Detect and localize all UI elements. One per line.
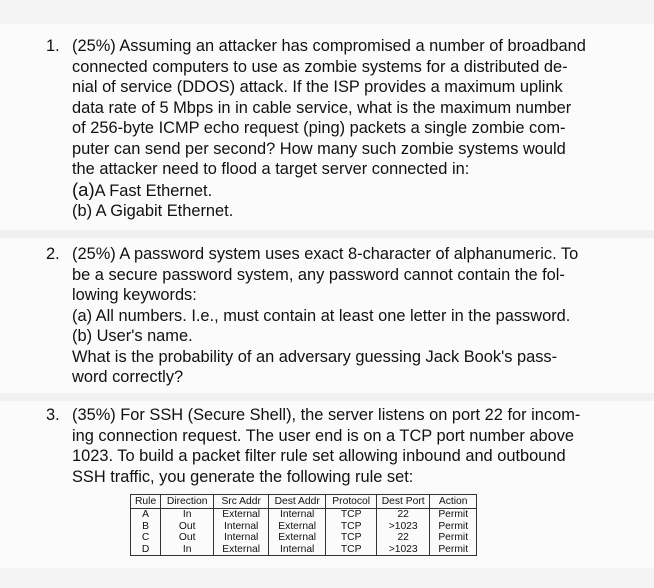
table-cell: In	[161, 544, 214, 556]
table-header-row	[131, 495, 477, 509]
question-number: 1.	[46, 37, 60, 55]
table-cell: 22	[377, 509, 430, 521]
table-cell: External	[269, 532, 326, 544]
question-line: SSH traffic, you generate the following rule set:	[72, 467, 414, 486]
table-cell: B	[131, 521, 161, 533]
table-cell: TCP	[326, 532, 377, 544]
option-a-text: A Fast Ethernet.	[94, 181, 213, 200]
table-cell: 22	[377, 532, 430, 544]
question-line: of 256-byte ICMP echo request (ping) packets a single zombie com-	[72, 119, 566, 137]
question-line: ing connection request. The user end is on a TCP port number above	[72, 426, 575, 445]
question-body	[72, 36, 632, 222]
column-header: Rule	[131, 495, 161, 509]
table-cell: >1023	[377, 544, 430, 556]
column-header: Protocol	[326, 495, 377, 509]
table-row	[131, 544, 477, 556]
section-divider	[0, 393, 654, 401]
question-line: nial of service (DDOS) attack. If the ISP provides a maximum uplink	[72, 78, 563, 96]
table-cell: External	[269, 521, 326, 533]
table-cell: TCP	[326, 509, 377, 521]
table-row	[131, 532, 477, 544]
packet-filter-rule-table	[130, 494, 477, 556]
option-a-prefix: (a)	[72, 178, 95, 200]
table-cell: A	[131, 509, 161, 521]
table-cell: External	[214, 544, 269, 556]
section-divider	[0, 230, 654, 238]
table-cell: TCP	[326, 544, 377, 556]
option-a	[72, 180, 632, 202]
question-body	[72, 405, 632, 487]
column-header: Direction	[161, 495, 214, 509]
question-line: connected computers to use as zombie systems for a distributed de-	[72, 57, 568, 76]
question-line: be a secure password system, any password cannot contain the fol-	[72, 265, 565, 284]
question-line: (a) All numbers. I.e., must contain at least one letter in the password.	[72, 306, 571, 325]
column-header: Action	[430, 495, 477, 509]
question-line: 1023. To build a packet filter rule set allowing inbound and outbound	[72, 447, 566, 465]
question-number: 3.	[46, 406, 60, 424]
table-cell: >1023	[377, 521, 430, 533]
question-line: data rate of 5 Mbps in in cable service, what is the maximum number	[72, 98, 572, 117]
option-b: (b) A Gigabit Ethernet.	[72, 202, 234, 220]
table-cell: Permit	[430, 521, 477, 533]
table-cell: Internal	[214, 521, 269, 533]
top-margin	[0, 0, 654, 24]
question-number: 2.	[46, 245, 60, 263]
table-cell: Internal	[269, 544, 326, 556]
column-header: Dest Addr	[269, 495, 326, 509]
question-line: word correctly?	[72, 368, 184, 386]
table-cell: Permit	[430, 509, 477, 521]
table-cell: Permit	[430, 544, 477, 556]
table-cell: Internal	[269, 509, 326, 521]
question-line: (b) User's name.	[72, 327, 193, 345]
table-cell: Out	[161, 532, 214, 544]
column-header: Dest Port	[377, 495, 430, 509]
table-cell: C	[131, 532, 161, 544]
table-cell: D	[131, 544, 161, 556]
table-row	[131, 521, 477, 533]
question-line: (25%) A password system uses exact 8-character of alphanumeric. To	[72, 245, 579, 263]
question-line: (35%) For SSH (Secure Shell), the server listens on port 22 for incom-	[72, 406, 581, 424]
column-header: Src Addr	[214, 495, 269, 509]
table-row	[131, 509, 477, 521]
question-line: puter can send per second? How many such zombie systems would	[72, 139, 566, 158]
question-line: the attacker need to flood a target server connected in:	[72, 160, 470, 178]
question-line: What is the probability of an adversary guessing Jack Book's pass-	[72, 347, 558, 366]
table-cell: TCP	[326, 521, 377, 533]
table-cell: Internal	[214, 532, 269, 544]
bottom-margin	[0, 568, 654, 588]
table-cell: External	[214, 509, 269, 521]
question-line: lowing keywords:	[72, 286, 197, 304]
question-body	[72, 244, 632, 388]
table-cell: Out	[161, 521, 214, 533]
table-cell: In	[161, 509, 214, 521]
table-cell: Permit	[430, 532, 477, 544]
question-line: (25%) Assuming an attacker has compromised a number of broadband	[72, 37, 586, 55]
